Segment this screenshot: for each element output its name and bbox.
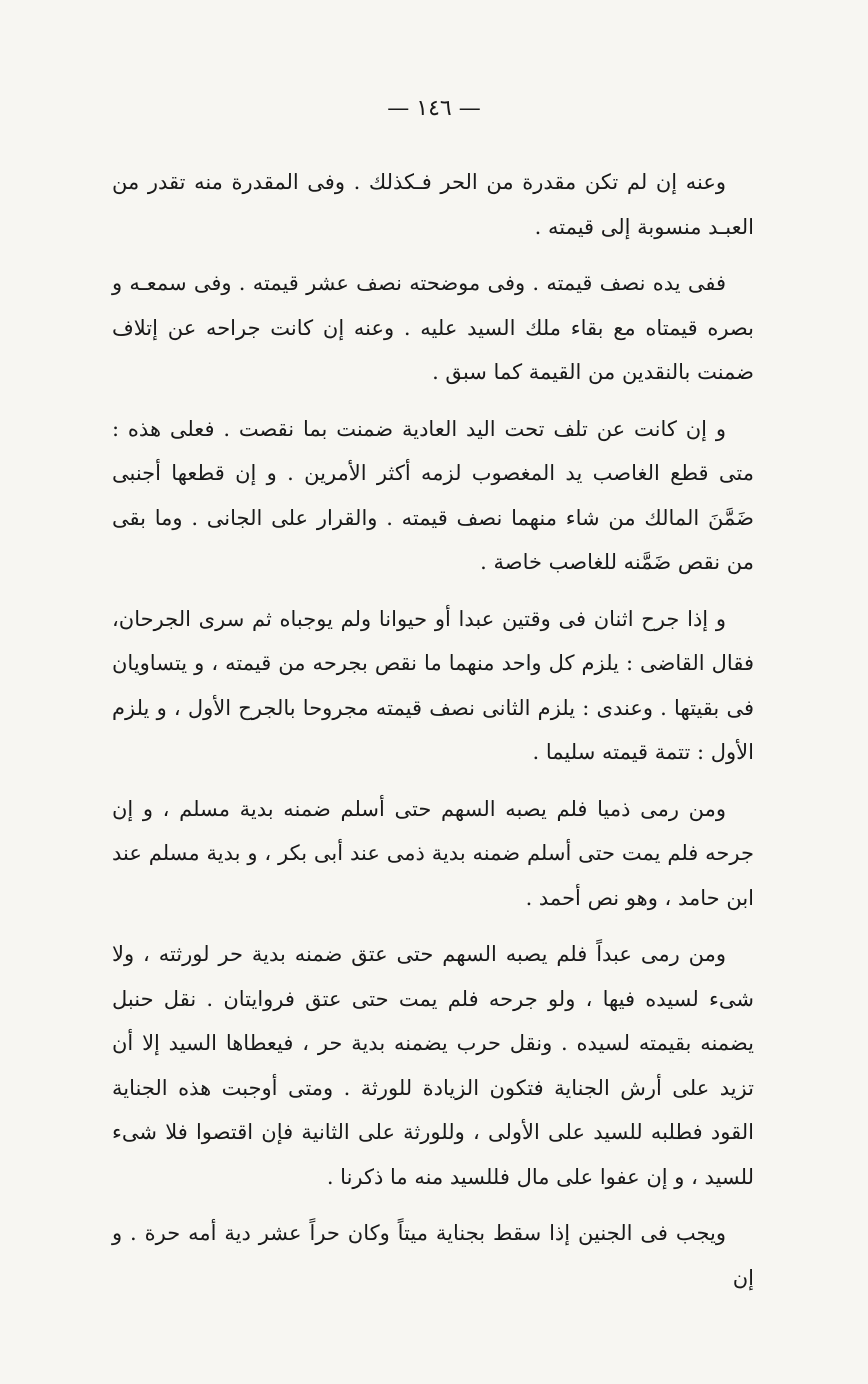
body-text [112, 160, 754, 1300]
paragraph: وعنه إن لم تكن مقدرة من الحر فـكذلك . وفى المقدرة منه تقدر من العبـد منسوبة إلى قيمته . [112, 170, 754, 239]
page-number: — ١٤٦ — [387, 96, 481, 121]
paragraph: ويجب فى الجنين إذا سقط بجناية ميتاً وكان حراً عشر دية أمه حرة . و إن [112, 1221, 754, 1290]
paragraph: ومن رمى عبداً فلم يصبه السهم حتى عتق ضمنه بدية حر لورثته ، ولا شىء لسيده فيها ، ولو جرحه فلم يمت حتى عتق فروايتان . نقل حنبل يضمنه بقيمته لسيده . ونقل حرب يضمنه بدية حر ، فيعطاها السيد إلا أن تزيد على أرش الجناية فتكون الزيادة للورثة . ومتى أوجبت هذه الجناية القود فطلبه للسيد على الأولى ، وللورثة على الثانية فإن اقتصوا فلا شىء للسيد ، و إن عفوا على مال فللسيد منه ما ذكرنا . [112, 942, 754, 1189]
paragraph: ففى يده نصف قيمته . وفى موضحته نصف عشر قيمته . وفى سمعـه و بصره قيمتاه مع بقاء ملك السيد عليه . وعنه إن كانت جراحه عن إتلاف ضمنت بالنقدين من القيمة كما سبق . [112, 271, 754, 384]
paragraph: و إذا جرح اثنان فى وقتين عبدا أو حيوانا ولم يوجباه ثم سرى الجرحان، فقال القاضى : يلزم كل واحد منهما ما نقص بجرحه من قيمته ، و يتساويان فى بقيتها . وعندى : يلزم الثانى نصف قيمته مجروحا بالجرح الأول ، و يلزم الأول : تتمة قيمته سليما . [112, 606, 754, 764]
paragraph: و إن كانت عن تلف تحت اليد العادية ضمنت بما نقصت . فعلى هذه : متى قطع الغاصب يد المغصوب لزمه أكثر الأمرين . و إن قطعها أجنبى ضَمَّنَ المالك من شاء منهما نصف قيمته . والقرار على الجانى . وما بقى من نقص ضَمَّنه للغاصب خاصة . [112, 416, 754, 574]
paragraph: ومن رمى ذميا فلم يصبه السهم حتى أسلم ضمنه بدية مسلم ، و إن جرحه فلم يمت حتى أسلم ضمنه بدية ذمى عند أبى بكر ، و بدية مسلم عند ابن حامد ، وهو نص أحمد . [112, 796, 754, 910]
